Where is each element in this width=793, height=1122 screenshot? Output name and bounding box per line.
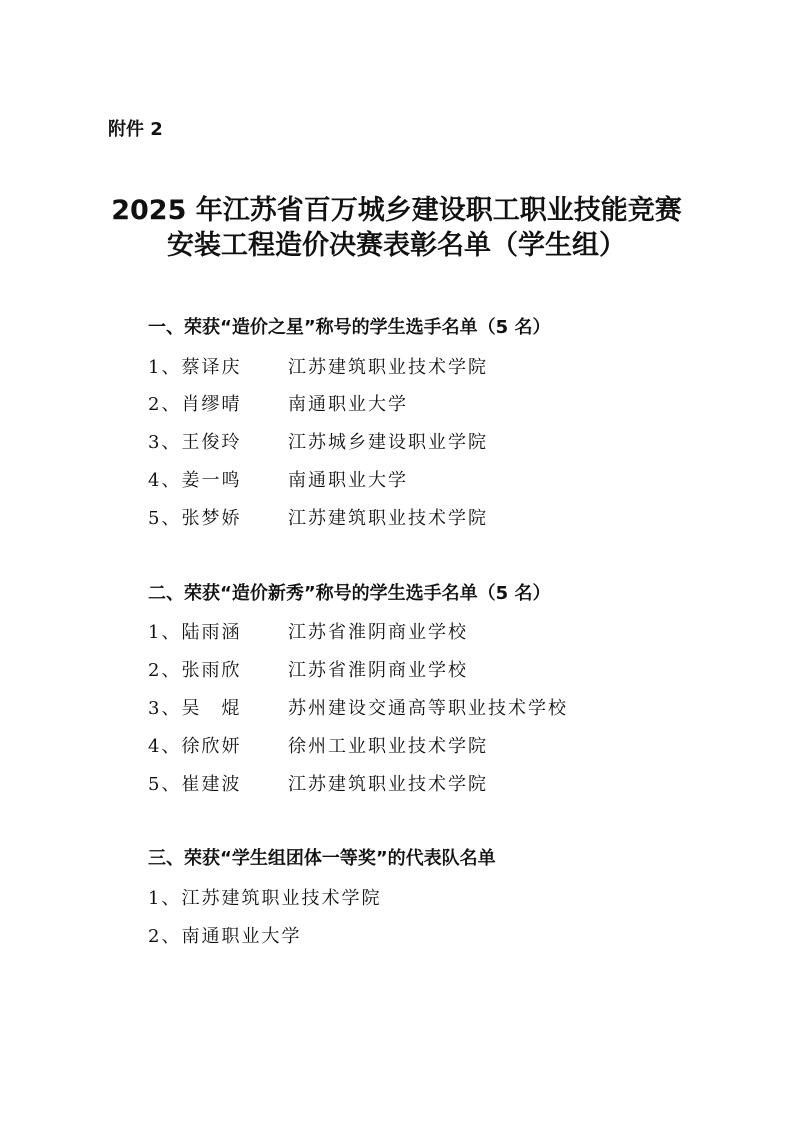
list-item bbox=[148, 696, 568, 722]
school-name: 江苏城乡建设职业学院 bbox=[288, 432, 488, 453]
student-name: 3、吴 焜 bbox=[148, 698, 242, 719]
list-item bbox=[148, 924, 301, 950]
section-heading-stars: 一、荣获“造价之星”称号的学生选手名单（5 名） bbox=[148, 317, 551, 338]
school-name: 徐州工业职业技术学院 bbox=[288, 736, 488, 757]
school-name: 南通职业大学 bbox=[288, 394, 408, 415]
list-item bbox=[148, 620, 468, 646]
student-name: 2、张雨欣 bbox=[148, 660, 242, 681]
student-name: 1、蔡译庆 bbox=[148, 357, 242, 378]
student-name: 5、张梦娇 bbox=[148, 508, 242, 529]
document-title-line-2: 安装工程造价决赛表彰名单（学生组） bbox=[167, 230, 626, 261]
section-heading-newcomers: 二、荣获“造价新秀”称号的学生选手名单（5 名） bbox=[148, 583, 551, 604]
school-name: 江苏省淮阴商业学校 bbox=[288, 622, 468, 643]
school-name: 苏州建设交通高等职业技术学校 bbox=[288, 698, 568, 719]
list-item bbox=[148, 734, 488, 760]
school-name: 江苏建筑职业技术学院 bbox=[288, 357, 488, 378]
list-item bbox=[148, 468, 408, 494]
school-name: 江苏建筑职业技术学院 bbox=[288, 508, 488, 529]
student-name: 4、姜一鸣 bbox=[148, 470, 242, 491]
team-school-name: 2、南通职业大学 bbox=[148, 926, 302, 947]
student-name: 4、徐欣妍 bbox=[148, 736, 242, 757]
student-name: 1、陆雨涵 bbox=[148, 622, 242, 643]
list-item bbox=[148, 506, 488, 532]
list-item bbox=[148, 392, 408, 418]
school-name: 江苏建筑职业技术学院 bbox=[288, 774, 488, 795]
school-name: 南通职业大学 bbox=[288, 470, 408, 491]
list-item bbox=[148, 772, 488, 798]
list-item bbox=[148, 886, 381, 912]
list-item bbox=[148, 658, 468, 684]
list-item bbox=[148, 430, 488, 456]
document-title-line-1: 2025 年江苏省百万城乡建设职工职业技能竞赛 bbox=[111, 195, 682, 226]
student-name: 2、肖缪晴 bbox=[148, 394, 242, 415]
list-item bbox=[148, 355, 488, 381]
student-name: 3、王俊玲 bbox=[148, 432, 242, 453]
team-school-name: 1、江苏建筑职业技术学院 bbox=[148, 888, 382, 909]
section-heading-team-award: 三、荣获“学生组团体一等奖”的代表队名单 bbox=[148, 848, 496, 869]
student-name: 5、崔建波 bbox=[148, 774, 242, 795]
attachment-label: 附件 2 bbox=[108, 119, 163, 140]
school-name: 江苏省淮阴商业学校 bbox=[288, 660, 468, 681]
